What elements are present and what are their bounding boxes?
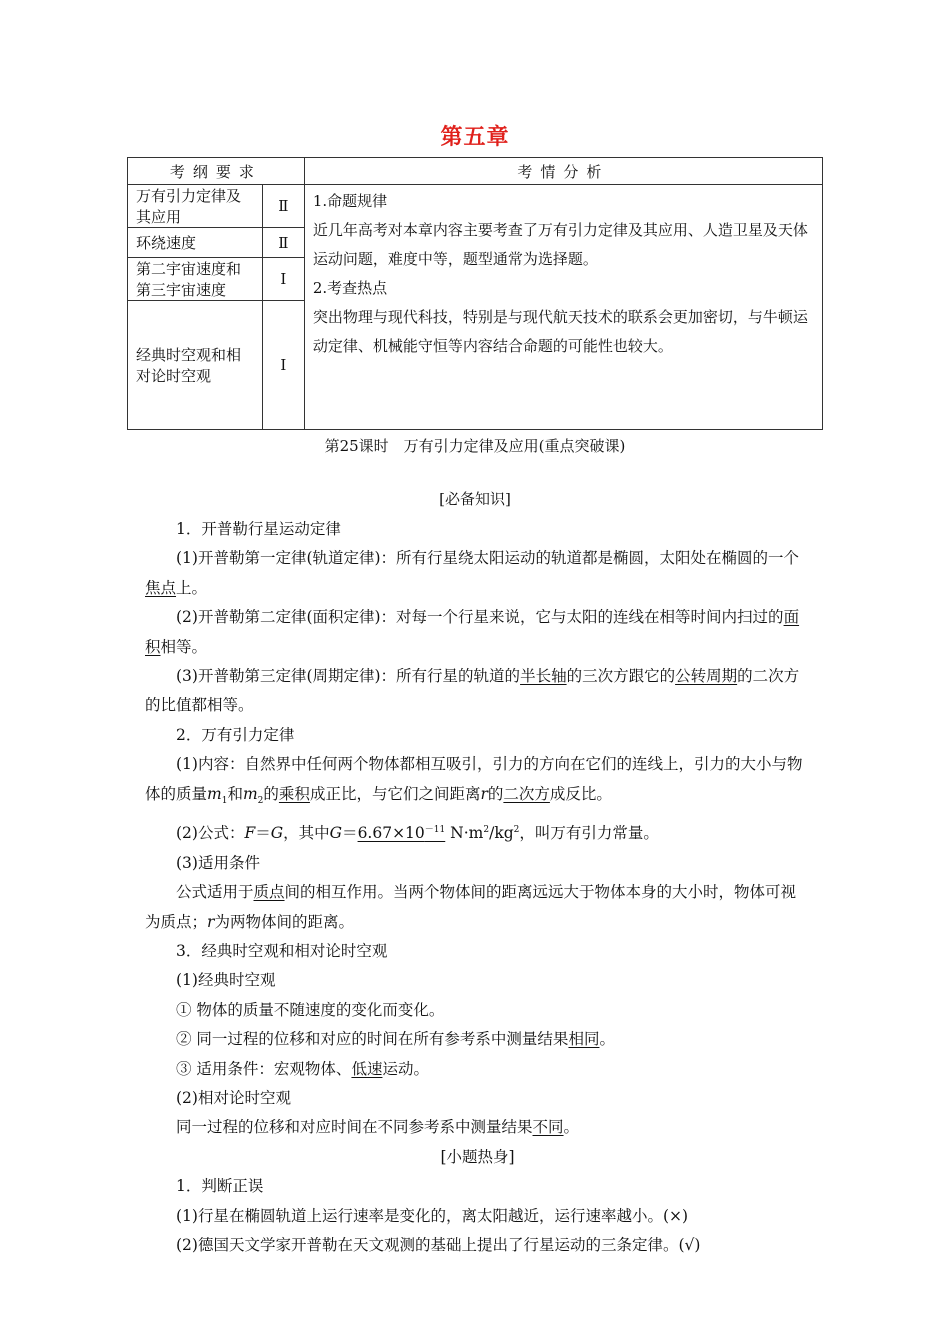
table-header-row — [128, 158, 823, 185]
applicable-conditions-title: (3)适用条件 — [176, 853, 260, 872]
lesson-title: 第25课时 万有引力定律及应用(重点突破课) — [324, 437, 626, 455]
classical-point-1: ① 物体的质量不随速度的变化而变化。 — [176, 1000, 445, 1019]
section-heading-essential-knowledge: [必备知识] — [439, 490, 511, 508]
requirement-item: 经典时空观和相对论时空观 — [128, 301, 263, 430]
exam-requirements-table — [127, 157, 823, 430]
requirement-level: Ⅱ — [262, 228, 304, 258]
classical-spacetime-title: (1)经典时空观 — [176, 971, 276, 990]
spacetime-title: 3．经典时空观和相对论时空观 — [176, 941, 388, 960]
kepler-laws-title: 1．开普勒行星运动定律 — [176, 520, 341, 538]
true-false-title: 1．判断正误 — [176, 1177, 264, 1196]
analysis-heading-1: 1.命题规律 — [312, 192, 388, 210]
requirement-item: 环绕速度 — [128, 228, 263, 258]
requirement-level: Ⅰ — [262, 258, 304, 301]
kepler-second-law: (2)开普勒第二定律(面积定律)：对每一个行星来说，它与太阳的连线在相等时间内扫过的面积相等。 — [145, 608, 800, 656]
main-content — [145, 515, 810, 1260]
gravitation-content: (1)内容：自然界中任何两个物体都相互吸引，引力的方向在它们的连线上，引力的大小与物体的质量$m_1$和$m_2$的乘积成正比，与它们之间距离r的二次方成反比。 — [145, 755, 803, 806]
analysis-text-1: 近几年高考对本章内容主要考查了万有引力定律及其应用、人造卫星及天体运动问题，难度中等，题型通常为选择题。 — [312, 221, 808, 268]
relativity-point: 同一过程的位移和对应时间在不同参考系中测量结果不同。 — [176, 1118, 580, 1137]
chapter-title: 第五章 — [440, 124, 510, 150]
classical-point-2: ② 同一过程的位移和对应的时间在所有参考系中测量结果相同。 — [176, 1030, 615, 1049]
question-1: (1)行星在椭圆轨道上运行速率是变化的，离太阳越近，运行速率越小。(×) — [176, 1206, 689, 1225]
gravitation-formula: (2)公式：F＝G，其中$G=6.67\times 10^{-11}$ $N\cdot m^2/kg^2$，叫万有引力常量。 — [176, 824, 659, 843]
relativity-spacetime-title: (2)相对论时空观 — [176, 1088, 291, 1107]
applicable-conditions-text: 公式适用于质点间的相互作用。当两个物体间的距离远远大于物体本身的大小时，物体可视为质点；r为两物体间的距离。 — [145, 883, 797, 931]
table-row — [128, 185, 823, 228]
requirement-item: 第二宇宙速度和第三宇宙速度 — [128, 258, 263, 301]
kepler-first-law: (1)开普勒第一定律(轨道定律)：所有行星绕太阳运动的轨道都是椭圆，太阳处在椭圆的一个焦点上。 — [145, 549, 800, 597]
analysis-text-2: 突出物理与现代科技，特别是与现代航天技术的联系会更加密切，与牛顿运动定律、机械能守恒等内容结合命题的可能性也较大。 — [312, 308, 808, 355]
requirement-level: Ⅱ — [262, 185, 304, 228]
question-2: (2)德国天文学家开普勒在天文观测的基础上提出了行星运动的三条定律。(√) — [176, 1236, 701, 1254]
requirement-level: Ⅰ — [262, 301, 304, 430]
analysis-heading-2: 2.考查热点 — [312, 279, 388, 297]
requirement-item: 万有引力定律及其应用 — [128, 185, 263, 228]
header-exam-requirements: 考纲要求 — [128, 158, 305, 185]
gravitation-law-title: 2．万有引力定律 — [176, 725, 295, 744]
classical-point-3: ③ 适用条件：宏观物体、低速运动。 — [176, 1059, 429, 1078]
kepler-third-law: (3)开普勒第三定律(周期定律)：所有行星的轨道的半长轴的三次方跟它的公转周期的二次方的比值都相等。 — [145, 667, 800, 715]
analysis-cell — [304, 185, 822, 430]
header-exam-analysis: 考情分析 — [304, 158, 822, 185]
section-heading-warmup: [小题热身] — [440, 1147, 515, 1166]
